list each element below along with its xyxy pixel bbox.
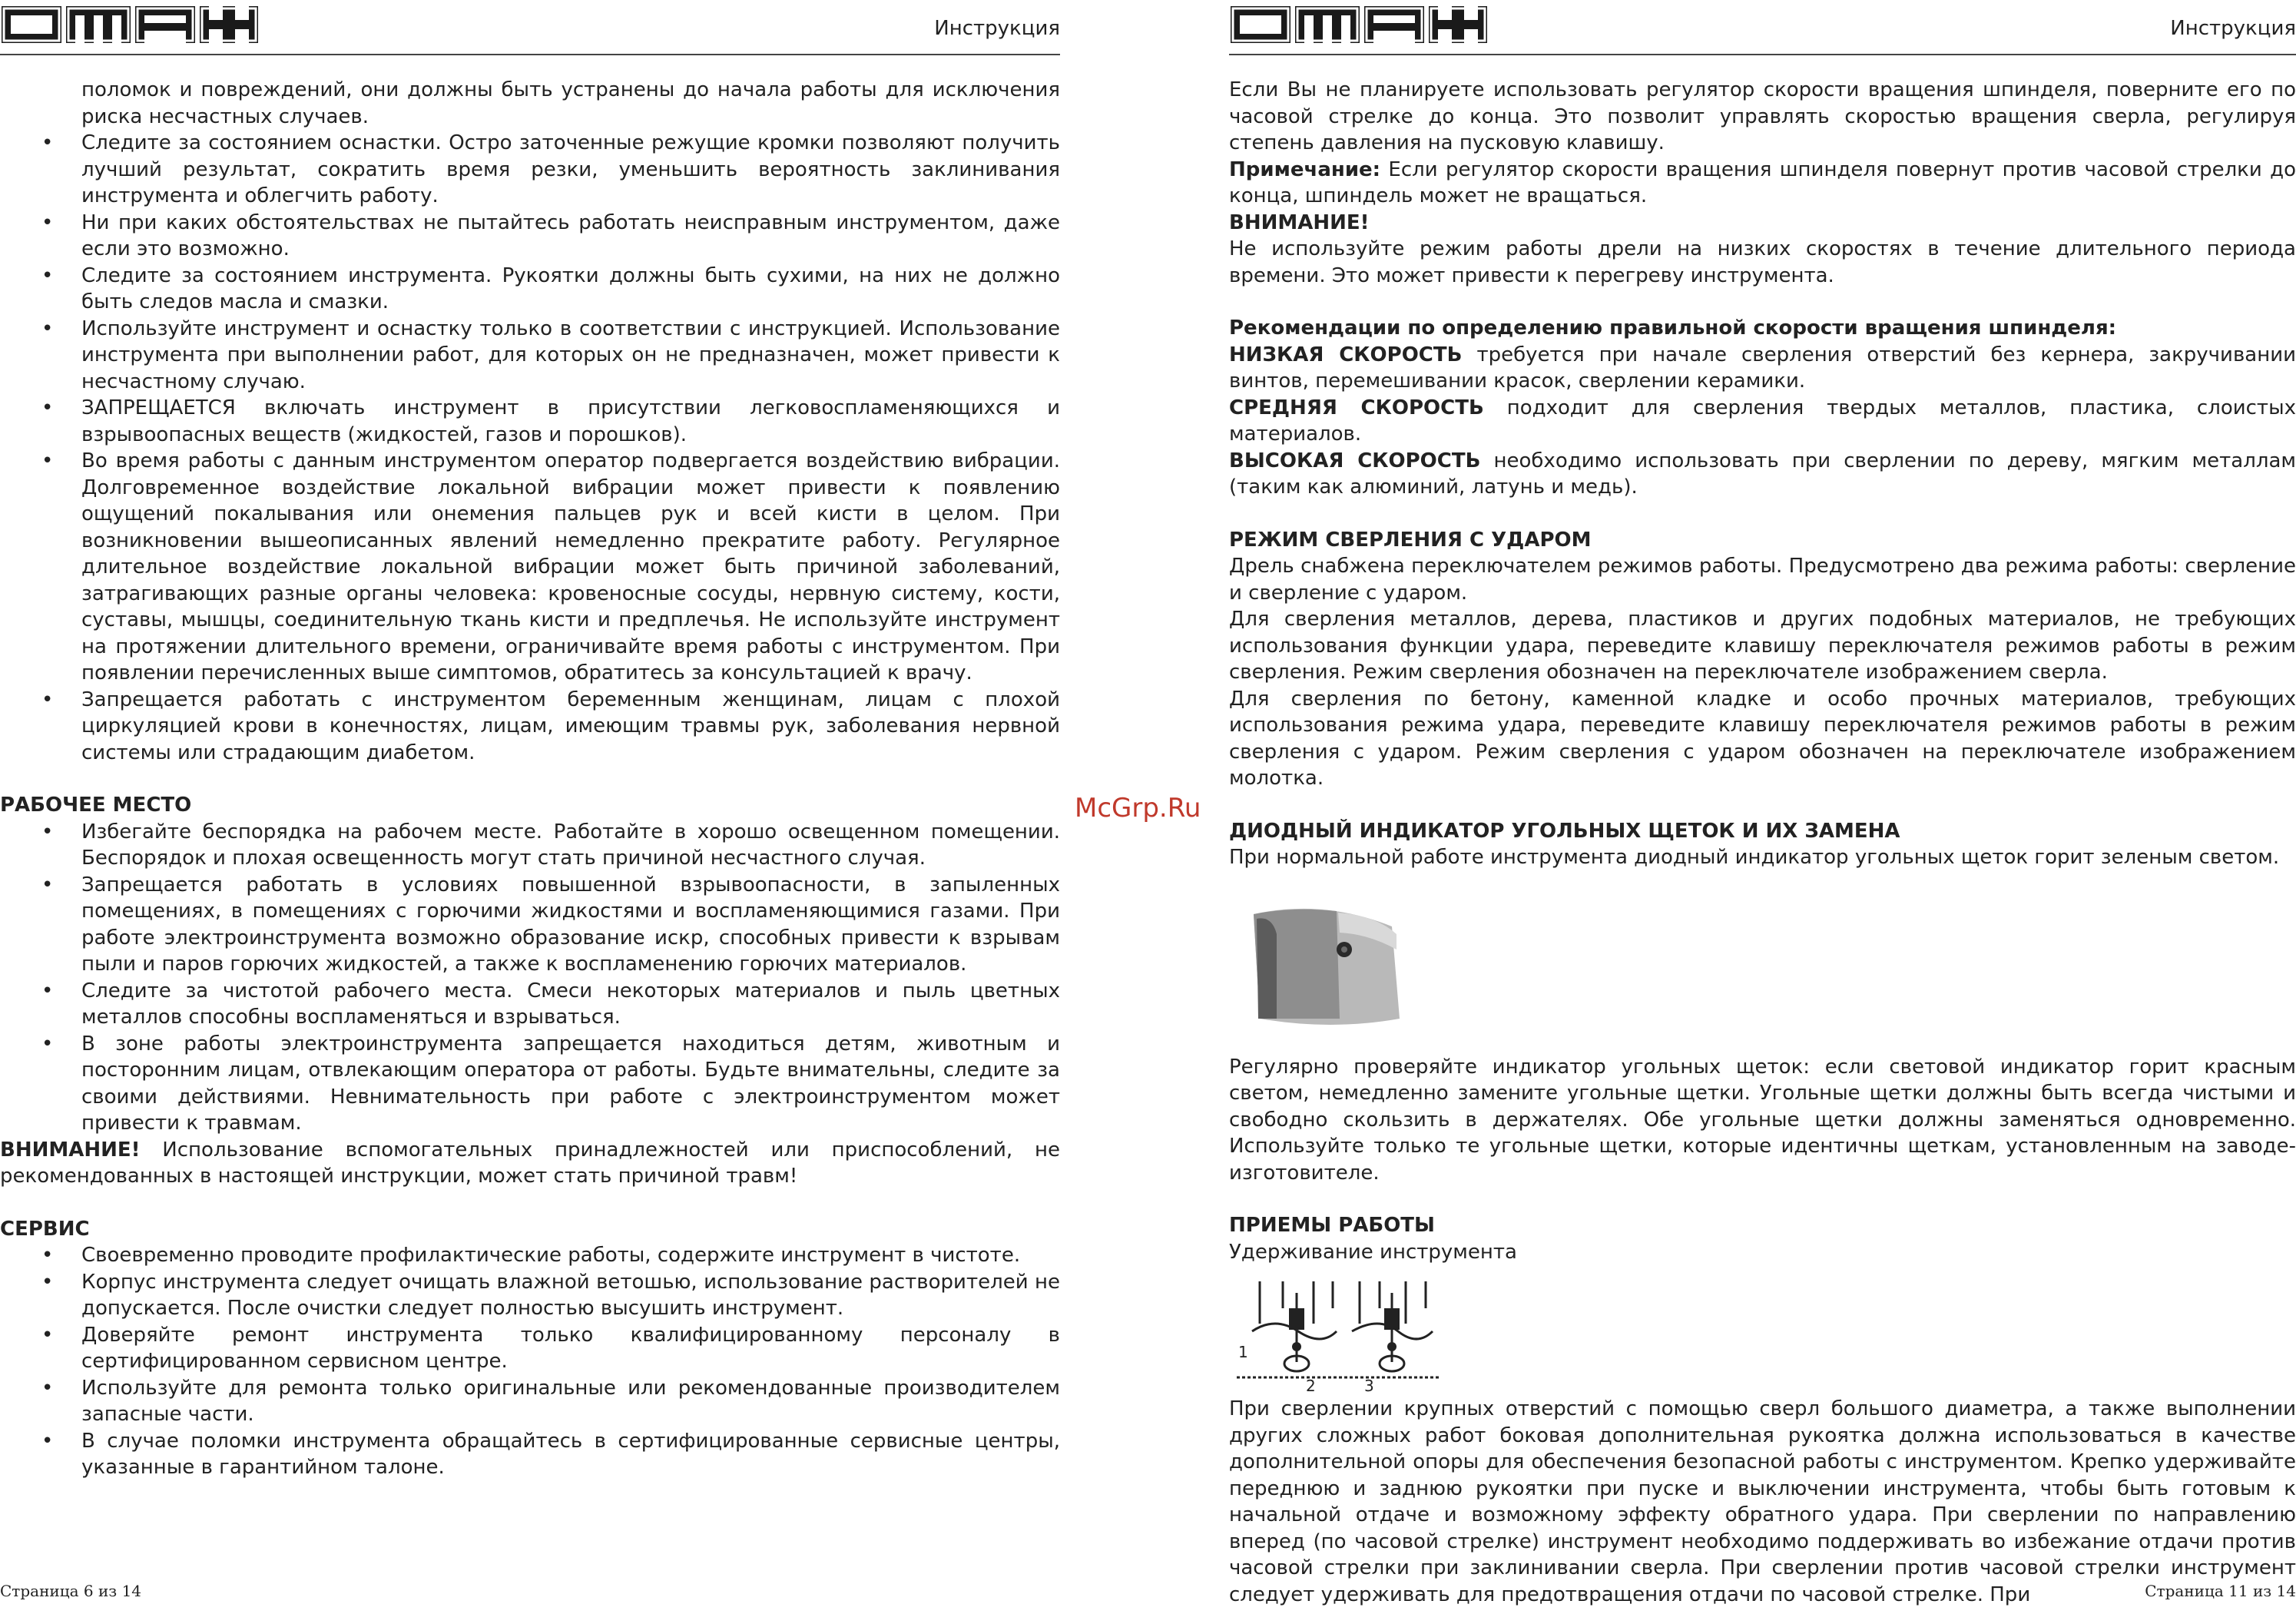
service-list — [0, 1242, 1060, 1481]
warning-paragraph — [0, 1137, 1060, 1190]
list-item: • Ни при каких обстоятельствах не пытайтесь работать неисправным инструментом, даже если это возможно. — [0, 210, 1060, 263]
list-item: • Корпус инструмента следует очищать влажной ветошью, использование растворителей не допускается. После очистки следует полностью высушить инструмент. — [0, 1269, 1060, 1322]
speed-heading: Рекомендации по определению правильной скорости вращения шпинделя: — [1229, 317, 2117, 340]
list-item: • Следите за состоянием инструмента. Рукоятки должны быть сухими, на них не должно быть следов масла и смазки. — [0, 263, 1060, 316]
low-speed-paragraph — [1229, 342, 2296, 395]
list-item: • Своевременно проводите профилактические работы, содержите инструмент в чистоте. — [0, 1242, 1060, 1269]
list-item: • В зоне работы электроинструмента запрещается находиться детям, животным и посторонним лицам, отвлекающим оператора от работы. Будьте внимательны, следите за своими действиями. Невнимательность при работе с электроинструментом может привести к травмам. — [0, 1031, 1060, 1137]
note-label: Примечание: — [1229, 157, 1381, 181]
work-paragraph: При сверлении крупных отверстий с помощью сверл большого диаметра, а также выполнении других сложных работ боковая дополнительная рукоятка должна использоваться в качестве дополнительной опоры для обеспечения безопасной работы с инструментом. Крепко удерживайте переднюю и заднюю рукоятки при пуске и выключении инструмента, чтобы быть готовым к начальной отдаче и возможному эффекту обратного удара. При сверлении по направлению вперед (по часовой стрелке) инструмент необходимо поддерживать во избежание отдачи против часовой стрелки при заклинивании сверла. При сверлении против часовой стрелки инструмент следует удерживать для предотвращения отдачи по часовой стрелке. При — [1229, 1397, 2296, 1606]
list-item: • Следите за чистотой рабочего места. Смеси некоторых материалов и пыль цветных металлов способны воспламеняться и взрываться. — [0, 978, 1060, 1031]
page-header — [1229, 0, 2296, 55]
impact-heading: РЕЖИМ СВЕРЛЕНИЯ С УДАРОМ — [1229, 528, 1592, 552]
low-speed-text: требуется при начале сверления отверстий без кернера, закручивании винтов, перемешивании красок, сверлении керамики. — [1229, 343, 2296, 393]
page-number: Страница 6 из 14 — [0, 1582, 142, 1600]
fig-label-1: 1 — [1238, 1343, 1248, 1361]
omax-logo — [0, 3, 263, 46]
workplace-list — [0, 819, 1060, 1137]
list-item: • Используйте для ремонта только оригинальные или рекомендованные производителем запасные части. — [0, 1375, 1060, 1428]
attention-text: Не используйте режим работы дрели на низких скоростях в течение длительного периода времени. Это может привести к перегреву инструмента. — [1229, 237, 2296, 287]
page-header — [0, 0, 1060, 55]
header-title: Инструкция — [934, 17, 1060, 40]
list-item: • Следите за состоянием оснастки. Остро заточенные режущие кромки позволяют получить лучший результат, сократить время резки, уменьшить вероятность заклинивания инструмента и облегчить работу. — [0, 130, 1060, 210]
service-heading: СЕРВИС — [0, 1217, 90, 1241]
warning-text: Использование вспомогательных принадлежностей или приспособлений, не рекомендованных в настоящей инструкции, может стать причиной травм! — [0, 1138, 1060, 1188]
brush-paragraph: При нормальной работе инструмента диодный индикатор угольных щеток горит зеленым светом. — [1229, 846, 2280, 869]
work-heading: ПРИЕМЫ РАБОТЫ — [1229, 1214, 1435, 1237]
high-speed-paragraph — [1229, 448, 2296, 501]
fig-label-3: 3 — [1364, 1377, 1374, 1395]
impact-paragraph: Для сверления по бетону, каменной кладке и особо прочных материалов, требующих использования режима удара, переведите клавишу переключателя режимов работы в режим сверления с ударом. Режим сверления с ударом обозначен на переключателе изображением молотка. — [1229, 687, 2296, 790]
note-paragraph — [1229, 157, 2296, 210]
workplace-heading: РАБОЧЕЕ МЕСТО — [0, 794, 192, 817]
brush-paragraph: Регулярно проверяйте индикатор угольных щеток: если световой индикатор горит красным светом, немедленно замените угольные щетки. Угольные щетки должны быть всегда чистыми и свободно скользить в держателях. Обе угольные щетки должны заменяться одновременно. Используйте только те угольные щетки, которые идентичны щеткам, установленным на заводе-изготовителе. — [1229, 1055, 2296, 1185]
warning-label: ВНИМАНИЕ! — [0, 1138, 141, 1162]
list-item: • Используйте инструмент и оснастку только в соответствии с инструкцией. Использование инструмента при выполнении работ, для которых он не предназначен, может привести к несчастному случаю. — [0, 316, 1060, 396]
mid-speed-text: подходит для сверления твердых металлов, пластика, слоистых материалов. — [1229, 396, 2296, 446]
fig-label-2: 2 — [1306, 1377, 1316, 1395]
omax-logo — [1229, 3, 1492, 46]
right-page — [1229, 0, 2296, 1614]
safety-list — [0, 130, 1060, 766]
list-item: • Запрещается работать с инструментом беременным женщинам, лицам с плохой циркуляцией крови в конечностях, лицам, имеющим травмы рук, заболевания нервной системы или страдающим диабетом. — [0, 687, 1060, 767]
watermark: McGrp.Ru — [1075, 793, 1201, 824]
intro-text: Если Вы не планируете использовать регулятор скорости вращения шпинделя, поверните его по часовой стрелке до конца. Это позволит управлять скоростью вращения сверла, регулируя степень давления на пусковую клавишу. — [1229, 78, 2296, 154]
impact-paragraph: Дрель снабжена переключателем режимов работы. Предусмотрено два режима работы: сверление и сверление с ударом. — [1229, 555, 2296, 605]
note-text: Если регулятор скорости вращения шпинделя повернут против часовой стрелки до конца, шпиндель может не вращаться. — [1229, 157, 2296, 207]
high-speed-text: необходимо использовать при сверлении по дереву, мягким металлам (таким как алюминий, латунь и медь). — [1229, 449, 2296, 499]
header-title: Инструкция — [2170, 17, 2296, 40]
work-subheading: Удерживание инструмента — [1229, 1240, 1517, 1264]
brush-heading: ДИОДНЫЙ ИНДИКАТОР УГОЛЬНЫХ ЩЕТОК И ИХ ЗАМЕНА — [1229, 819, 1900, 843]
mid-speed-label: СРЕДНЯЯ СКОРОСТЬ — [1229, 396, 1484, 419]
brush-indicator-photo — [1246, 903, 1403, 1034]
low-speed-label: НИЗКАЯ СКОРОСТЬ — [1229, 343, 1463, 366]
high-speed-label: ВЫСОКАЯ СКОРОСТЬ — [1229, 449, 1481, 472]
left-content — [0, 77, 1060, 1481]
list-item: • В случае поломки инструмента обращайтесь в сертифицированные сервисные центры, указанные в гарантийном талоне. — [0, 1428, 1060, 1481]
list-item: • Запрещается работать в условиях повышенной взрывоопасности, в запыленных помещениях, в помещениях с горючими жидкостями и воспламеняющимися газами. При работе электроинструмента возможно образование искр, способных привести к взрывам пыли и паров горючих жидкостей, а также к воспламенению горючих материалов. — [0, 872, 1060, 978]
list-item: • Во время работы с данным инструментом оператор подвергается воздействию вибрации. Долговременное воздействие локальной вибрации может привести к появлению ощущений покалывания или онемения пальцев рук и всей кисти в целом. При возникновении вышеописанных явлений немедленно прекратите работу. Регулярное длительное воздействие локальной вибрации может быть причиной заболеваний, затрагивающих разные органы человека: кровеносные сосуды, нервную систему, кости, суставы, мышцы, соединительную ткань кисти и предплечья. Не используйте инструмент на протяжении длительного времени, ограничивайте время работы с инструментом. При появлении перечисленных выше симптомов, обратитесь за консультацией к врачу. — [0, 448, 1060, 687]
holding-tool-figure — [1229, 1278, 1448, 1393]
list-item: • ЗАПРЕЩАЕТСЯ включать инструмент в присутствии легковоспламеняющихся и взрывоопасных веществ (жидкостей, газов и порошков). — [0, 395, 1060, 448]
attention-label: ВНИМАНИЕ! — [1229, 210, 1370, 234]
right-content — [1229, 77, 2296, 1608]
list-item: • Доверяйте ремонт инструмента только квалифицированному персоналу в сертифицированном сервисном центре. — [0, 1322, 1060, 1375]
list-item: • Избегайте беспорядка на рабочем месте. Работайте в хорошо освещенном помещении. Беспорядок и плохая освещенность могут стать причиной несчастного случая. — [0, 819, 1060, 872]
impact-paragraph: Для сверления металлов, дерева, пластиков и других подобных материалов, не требующих использования функции удара, переведите клавишу переключателя режимов работы в режим сверления. Режим сверления обозначен на переключателе изображением сверла. — [1229, 608, 2296, 684]
page-number: Страница 11 из 14 — [2145, 1582, 2296, 1600]
continuation-text: поломок и повреждений, они должны быть устранены до начала работы для исключения риска несчастных случаев. — [81, 78, 1060, 128]
mid-speed-paragraph — [1229, 395, 2296, 448]
left-page — [0, 0, 1060, 1614]
